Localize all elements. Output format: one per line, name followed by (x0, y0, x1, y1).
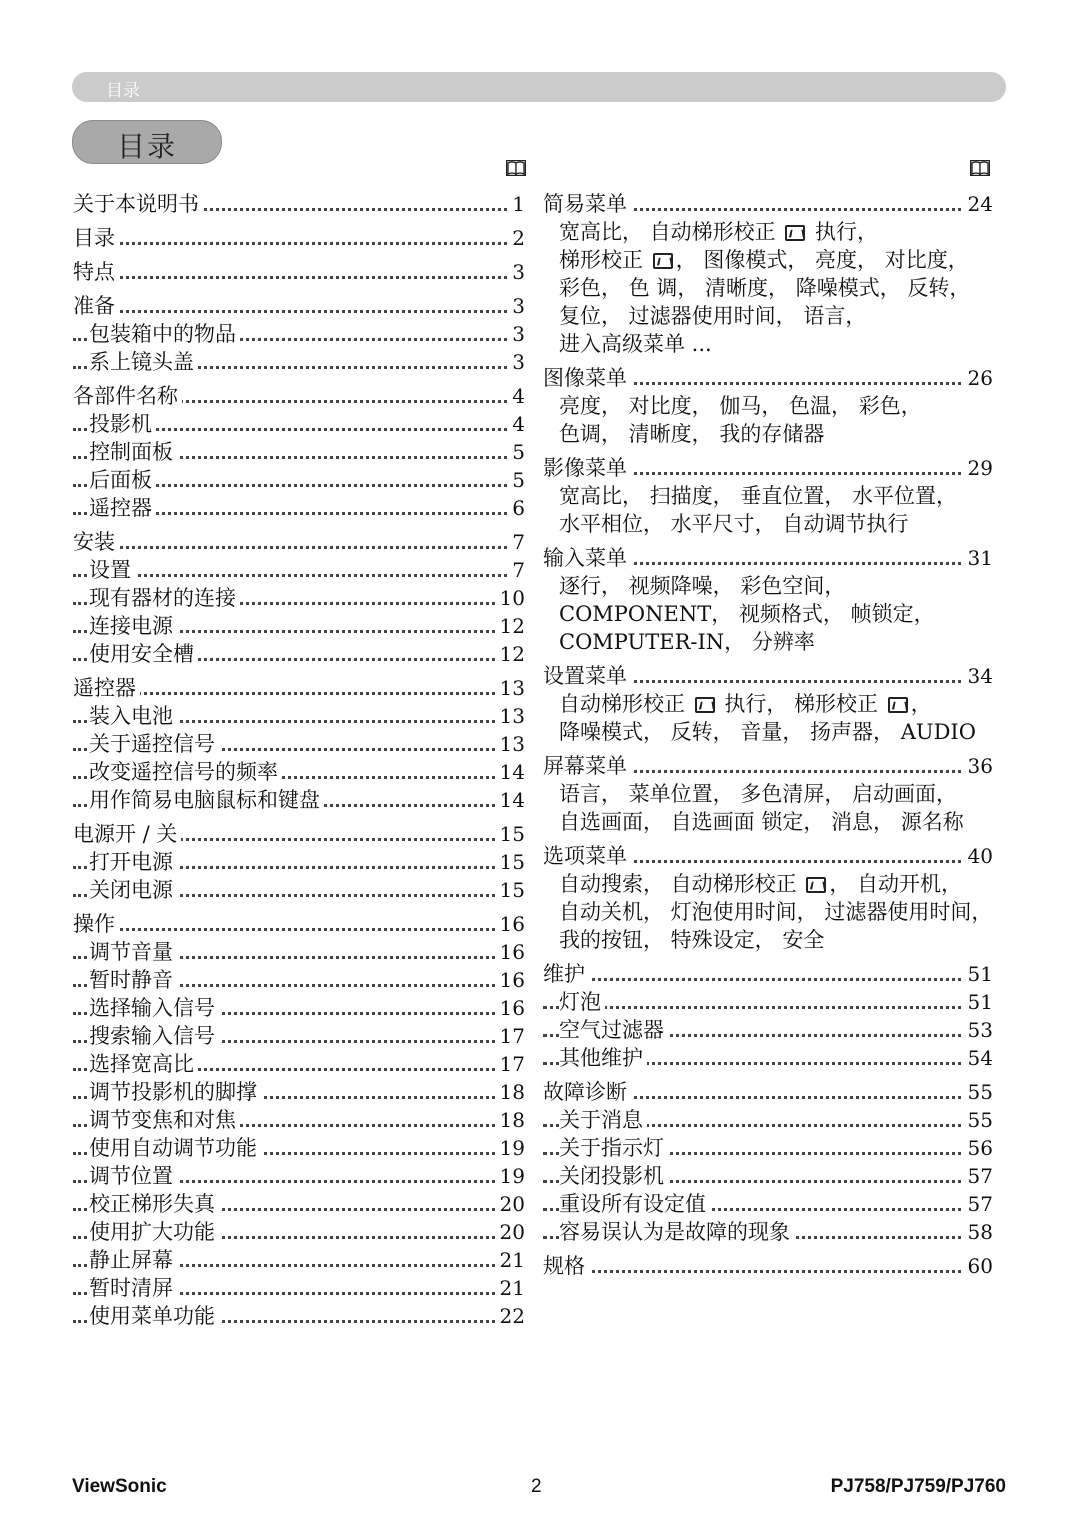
toc-entry-description: 复位， 过滤器使用时间， 语言， (559, 304, 867, 328)
toc-entry-label: 规格 (543, 1254, 589, 1278)
toc-entry-page: 16 (496, 994, 525, 1022)
toc-entry-label: 电源开 / 关 (73, 822, 181, 846)
toc-entry[interactable] (543, 960, 993, 988)
toc-entry-label: 暂时清屏 (89, 1276, 177, 1300)
toc-entry-page: 16 (496, 938, 525, 966)
toc-entry-label: 改变遥控信号的频率 (89, 760, 282, 784)
toc-entry[interactable] (543, 988, 993, 1016)
dot-leader (543, 1006, 993, 1009)
toc-entry[interactable] (73, 1050, 525, 1078)
toc-entry[interactable] (73, 438, 525, 466)
toc-entry-page: 3 (508, 292, 525, 320)
toc-entry-page: 10 (496, 584, 525, 612)
toc-entry[interactable] (543, 454, 993, 482)
toc-entry-page: 55 (964, 1078, 993, 1106)
toc-entry[interactable] (543, 1078, 993, 1106)
toc-entry-description: 进入高级菜单 ... (559, 332, 712, 356)
dot-leader (73, 928, 525, 931)
toc-entry[interactable] (543, 1016, 993, 1044)
toc-entry-description: 自动梯形校正 执行， 梯形校正 ， (559, 692, 932, 716)
toc-entry[interactable] (73, 1106, 525, 1134)
page-title: 目录 (117, 130, 178, 163)
toc-entry[interactable] (73, 292, 525, 320)
toc-entry-page: 7 (508, 556, 525, 584)
toc-entry[interactable] (73, 674, 525, 702)
toc-entry-page: 22 (496, 1302, 525, 1330)
keystone-icon (785, 225, 805, 241)
toc-entry-page: 21 (496, 1246, 525, 1274)
toc-entry-label: 现有器材的连接 (89, 586, 240, 610)
toc-entry[interactable] (543, 1252, 993, 1280)
toc-entry[interactable] (73, 382, 525, 410)
toc-entry-page: 17 (496, 1022, 525, 1050)
toc-entry-label: 使用扩大功能 (89, 1220, 219, 1244)
toc-entry-description: 自动关机， 灯泡使用时间， 过滤器使用时间， (559, 900, 993, 924)
toc-entry[interactable] (73, 258, 525, 286)
toc-entry-label: 操作 (73, 912, 119, 936)
toc-entry-page: 13 (496, 674, 525, 702)
toc-entry[interactable] (73, 848, 525, 876)
toc-entry-label: 包装箱中的物品 (89, 322, 240, 346)
toc-entry-page: 21 (496, 1274, 525, 1302)
dot-leader (73, 242, 525, 245)
toc-entry-description: 梯形校正 ， 图像模式， 亮度， 对比度， (559, 248, 969, 272)
toc-entry-description: 我的按钮， 特殊设定， 安全 (559, 928, 825, 952)
toc-left-column (73, 184, 525, 1330)
toc-entry[interactable] (543, 1106, 993, 1134)
toc-entry-page: 15 (496, 876, 525, 904)
toc-entry-label: 简易菜单 (543, 192, 631, 216)
footer-page-number: 2 (531, 1476, 542, 1497)
toc-entry-label: 维护 (543, 962, 589, 986)
toc-entry-label: 使用安全槽 (89, 642, 198, 666)
toc-entry-page: 18 (496, 1106, 525, 1134)
toc-entry-label: 打开电源 (89, 850, 177, 874)
toc-entry-label: 关闭投影机 (559, 1164, 668, 1188)
toc-entry-page: 5 (508, 438, 525, 466)
toc-entry[interactable] (73, 820, 525, 848)
toc-entry-label: 调节变焦和对焦 (89, 1108, 240, 1132)
toc-entry-page: 29 (964, 454, 993, 482)
toc-entry-label: 各部件名称 (73, 384, 182, 408)
toc-entry[interactable] (73, 224, 525, 252)
toc-entry-label: 空气过滤器 (559, 1018, 668, 1042)
toc-entry-page: 34 (964, 662, 993, 690)
toc-entry[interactable] (73, 938, 525, 966)
toc-entry[interactable] (73, 528, 525, 556)
toc-entry-label: 投影机 (89, 412, 156, 436)
toc-entry-page: 19 (496, 1134, 525, 1162)
toc-entry-description: 色调， 清晰度， 我的存储器 (559, 422, 825, 446)
toc-entry[interactable] (73, 190, 525, 218)
toc-entry-label: 连接电源 (89, 614, 177, 638)
toc-entry-page: 31 (964, 544, 993, 572)
toc-entry[interactable] (543, 190, 993, 218)
keystone-icon (695, 697, 715, 713)
toc-entry-page: 15 (496, 820, 525, 848)
keystone-icon (806, 877, 826, 893)
toc-entry-page: 13 (496, 730, 525, 758)
toc-entry-page: 1 (508, 190, 525, 218)
toc-entry-page: 17 (496, 1050, 525, 1078)
toc-entry-label: 调节位置 (89, 1164, 177, 1188)
toc-entry-label: 遥控器 (89, 496, 156, 520)
toc-right-column (543, 184, 993, 1280)
toc-entry-page: 4 (508, 382, 525, 410)
toc-entry-label: 安装 (73, 530, 119, 554)
toc-entry[interactable] (73, 1078, 525, 1106)
toc-entry-label: 调节音量 (89, 940, 177, 964)
toc-entry[interactable] (543, 662, 993, 690)
toc-entry-page: 51 (964, 960, 993, 988)
toc-entry-label: 暂时静音 (89, 968, 177, 992)
toc-entry[interactable] (543, 842, 993, 870)
toc-entry-page: 3 (508, 258, 525, 286)
toc-entry[interactable] (543, 544, 993, 572)
toc-entry-description: 宽高比， 自动梯形校正 执行， (559, 220, 879, 244)
toc-entry[interactable] (73, 494, 525, 522)
dot-leader (73, 546, 525, 549)
toc-entry-page: 14 (496, 786, 525, 814)
header-bar-text: 目录 (106, 81, 140, 101)
toc-entry[interactable] (73, 786, 525, 814)
toc-entry-page: 6 (508, 494, 525, 522)
toc-entry-label: 目录 (73, 226, 119, 250)
toc-entry-label: 系上镜头盖 (89, 350, 198, 374)
toc-entry-page: 58 (964, 1218, 993, 1246)
toc-entry-label: 选择宽高比 (89, 1052, 198, 1076)
toc-entry-description: 自选画面， 自选画面 锁定， 消息， 源名称 (559, 810, 964, 834)
toc-entry-label: 关于指示灯 (559, 1136, 668, 1160)
toc-entry-description: 彩色， 色 调， 清晰度， 降噪模式， 反转， (559, 276, 971, 300)
toc-entry-label: 搜索输入信号 (89, 1024, 219, 1048)
footer-model: PJ758/PJ759/PJ760 (830, 1476, 1006, 1497)
toc-entry-description: 语言， 菜单位置， 多色清屏， 启动画面， (559, 782, 958, 806)
book-icon (970, 160, 990, 176)
toc-entry-page: 36 (964, 752, 993, 780)
toc-entry-label: 控制面板 (89, 440, 177, 464)
toc-entry[interactable] (73, 556, 525, 584)
toc-entry[interactable] (543, 1218, 993, 1246)
toc-entry-label: 选择输入信号 (89, 996, 219, 1020)
toc-entry[interactable] (543, 364, 993, 392)
toc-entry[interactable] (73, 1134, 525, 1162)
toc-entry-label: 图像菜单 (543, 366, 631, 390)
dot-leader (73, 692, 525, 695)
toc-entry-label: 静止屏幕 (89, 1248, 177, 1272)
toc-entry[interactable] (73, 348, 525, 376)
dot-leader (543, 978, 993, 981)
toc-entry-page: 19 (496, 1162, 525, 1190)
toc-entry-page: 16 (496, 910, 525, 938)
toc-entry-page: 5 (508, 466, 525, 494)
toc-entry[interactable] (73, 910, 525, 938)
toc-entry-page: 3 (508, 348, 525, 376)
toc-entry-page: 55 (964, 1106, 993, 1134)
toc-entry-page: 24 (964, 190, 993, 218)
dot-leader (543, 1270, 993, 1273)
toc-entry-page: 40 (964, 842, 993, 870)
toc-entry-label: 使用菜单功能 (89, 1304, 219, 1328)
toc-entry-label: 关闭电源 (89, 878, 177, 902)
toc-entry-label: 屏幕菜单 (543, 754, 631, 778)
toc-entry-description: 逐行， 视频降噪， 彩色空间， (559, 574, 846, 598)
toc-entry[interactable] (73, 410, 525, 438)
toc-entry[interactable] (73, 612, 525, 640)
toc-entry[interactable] (73, 584, 525, 612)
toc-entry-label: 调节投影机的脚撑 (89, 1080, 261, 1104)
toc-entry-label: 灯泡 (559, 990, 605, 1014)
toc-entry-label: 故障诊断 (543, 1080, 631, 1104)
toc-entry-label: 特点 (73, 260, 119, 284)
toc-entry-label: 关于本说明书 (73, 192, 203, 216)
dot-leader (73, 310, 525, 313)
toc-entry-page: 15 (496, 848, 525, 876)
toc-entry[interactable] (73, 1274, 525, 1302)
toc-entry[interactable] (543, 1134, 993, 1162)
toc-entry-description: 水平相位， 水平尺寸， 自动调节执行 (559, 512, 909, 536)
toc-entry[interactable] (73, 702, 525, 730)
toc-entry-label: 设置菜单 (543, 664, 631, 688)
toc-entry-label: 装入电池 (89, 704, 177, 728)
toc-entry[interactable] (543, 1162, 993, 1190)
toc-entry-description: 亮度， 对比度， 伽马， 色温， 彩色， (559, 394, 922, 418)
toc-entry-page: 12 (496, 612, 525, 640)
page-title-badge (72, 120, 222, 164)
toc-entry[interactable] (73, 1302, 525, 1330)
toc-entry-label: 输入菜单 (543, 546, 631, 570)
footer-brand: ViewSonic (72, 1476, 167, 1497)
toc-entry-label: 关于消息 (559, 1108, 647, 1132)
toc-entry[interactable] (73, 1218, 525, 1246)
toc-entry-label: 关于遥控信号 (89, 732, 219, 756)
toc-entry-page: 56 (964, 1134, 993, 1162)
toc-entry[interactable] (73, 320, 525, 348)
toc-entry-page: 53 (964, 1016, 993, 1044)
toc-entry-page: 18 (496, 1078, 525, 1106)
toc-entry[interactable] (73, 466, 525, 494)
header-bar (72, 72, 1006, 102)
toc-entry[interactable] (73, 640, 525, 668)
toc-entry-page: 20 (496, 1218, 525, 1246)
toc-entry-description: 降噪模式， 反转， 音量， 扬声器， AUDIO (559, 720, 976, 744)
toc-entry[interactable] (73, 876, 525, 904)
toc-entry-label: 校正梯形失真 (89, 1192, 219, 1216)
toc-entry-page: 7 (508, 528, 525, 556)
dot-leader (73, 574, 525, 577)
toc-entry-page: 3 (508, 320, 525, 348)
toc-entry-label: 使用自动调节功能 (89, 1136, 261, 1160)
toc-entry-label: 用作简易电脑鼠标和键盘 (89, 788, 324, 812)
toc-entry[interactable] (543, 1190, 993, 1218)
toc-entry-page: 16 (496, 966, 525, 994)
toc-entry-description: COMPUTER-IN， 分辨率 (559, 630, 815, 654)
toc-entry-page: 2 (508, 224, 525, 252)
toc-entry[interactable] (73, 994, 525, 1022)
toc-entry[interactable] (73, 758, 525, 786)
toc-entry-page: 60 (964, 1252, 993, 1280)
toc-entry[interactable] (73, 1246, 525, 1274)
toc-entry-label: 后面板 (89, 468, 156, 492)
toc-entry[interactable] (73, 730, 525, 758)
keystone-icon (888, 697, 908, 713)
toc-entry-label: 准备 (73, 294, 119, 318)
toc-entry[interactable] (543, 752, 993, 780)
toc-entry-description: COMPONENT， 视频格式， 帧锁定， (559, 602, 935, 626)
toc-entry-page: 12 (496, 640, 525, 668)
toc-entry-page: 4 (508, 410, 525, 438)
toc-entry-description: 自动搜索， 自动梯形校正 ， 自动开机， (559, 872, 963, 896)
toc-entry[interactable] (73, 1162, 525, 1190)
book-icon (506, 160, 526, 176)
toc-entry[interactable] (73, 1190, 525, 1218)
toc-entry-page: 13 (496, 702, 525, 730)
toc-entry-label: 选项菜单 (543, 844, 631, 868)
toc-entry-page: 14 (496, 758, 525, 786)
toc-entry[interactable] (73, 966, 525, 994)
toc-entry-label: 其他维护 (559, 1046, 647, 1070)
toc-entry-page: 54 (964, 1044, 993, 1072)
toc-entry[interactable] (73, 1022, 525, 1050)
toc-entry-description: 宽高比， 扫描度， 垂直位置， 水平位置， (559, 484, 958, 508)
toc-entry-label: 重设所有设定值 (559, 1192, 710, 1216)
keystone-icon (653, 253, 673, 269)
toc-entry-page: 51 (964, 988, 993, 1016)
toc-entry[interactable] (543, 1044, 993, 1072)
toc-entry-label: 遥控器 (73, 676, 140, 700)
toc-entry-page: 57 (964, 1190, 993, 1218)
toc-entry-page: 26 (964, 364, 993, 392)
toc-entry-label: 影像菜单 (543, 456, 631, 480)
dot-leader (73, 276, 525, 279)
toc-entry-label: 设置 (89, 558, 135, 582)
toc-entry-page: 57 (964, 1162, 993, 1190)
toc-entry-label: 容易误认为是故障的现象 (559, 1220, 794, 1244)
toc-entry-page: 20 (496, 1190, 525, 1218)
